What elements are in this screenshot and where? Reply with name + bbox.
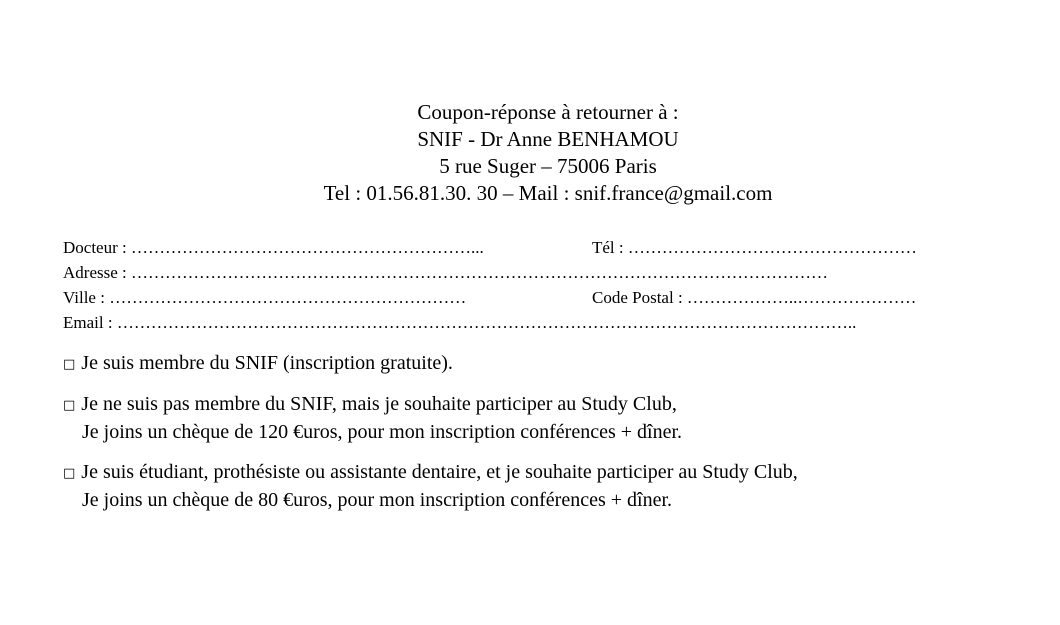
field-row-email (63, 310, 856, 335)
field-row-ville (63, 285, 917, 310)
recipient-contact: Tel : 01.56.81.30. 30 – Mail : snif.france@gmail.com (323, 181, 773, 205)
option-student-detail: Je joins un chèque de 80 €uros, pour mon inscription conférences + dîner. (82, 489, 673, 511)
tel-field[interactable]: Tél : …………………………………………… (592, 238, 917, 257)
option-non-member-label: Je ne suis pas membre du SNIF, mais je souhaite participer au Study Club, (81, 393, 677, 415)
recipient-name: SNIF - Dr Anne BENHAMOU (417, 127, 679, 151)
field-row-adresse (63, 260, 856, 285)
field-row-docteur (63, 235, 917, 260)
option-member (63, 350, 798, 378)
coupon-title: Coupon-réponse à retourner à : (417, 100, 679, 124)
option-student (63, 459, 798, 514)
coupon-header (0, 99, 1060, 207)
ville-field[interactable]: Ville : ……………………………………………………… (63, 288, 467, 307)
adresse-field[interactable]: Adresse : …………………………………………………………………………………………………………… (63, 263, 828, 282)
docteur-field[interactable]: Docteur : ……………………………………………………... (63, 238, 484, 257)
checkbox-non-member[interactable]: □ (63, 398, 76, 413)
option-non-member (63, 391, 798, 446)
registration-options (63, 350, 798, 527)
option-student-label: Je suis étudiant, prothésiste ou assistante dentaire, et je souhaite participer au Study Club, (81, 461, 798, 483)
code-postal-field[interactable]: Code Postal : ………………..………………… (592, 288, 917, 307)
option-non-member-detail: Je joins un chèque de 120 €uros, pour mon inscription conférences + dîner. (82, 421, 683, 443)
email-field[interactable]: Email : ………………………………………………………………………………………………………………….. (63, 313, 857, 332)
recipient-address: 5 rue Suger – 75006 Paris (439, 154, 657, 178)
checkbox-member[interactable]: □ (63, 357, 76, 372)
contact-fields (63, 235, 917, 335)
checkbox-student[interactable]: □ (63, 466, 76, 481)
option-member-label: Je suis membre du SNIF (inscription gratuite). (81, 352, 453, 374)
